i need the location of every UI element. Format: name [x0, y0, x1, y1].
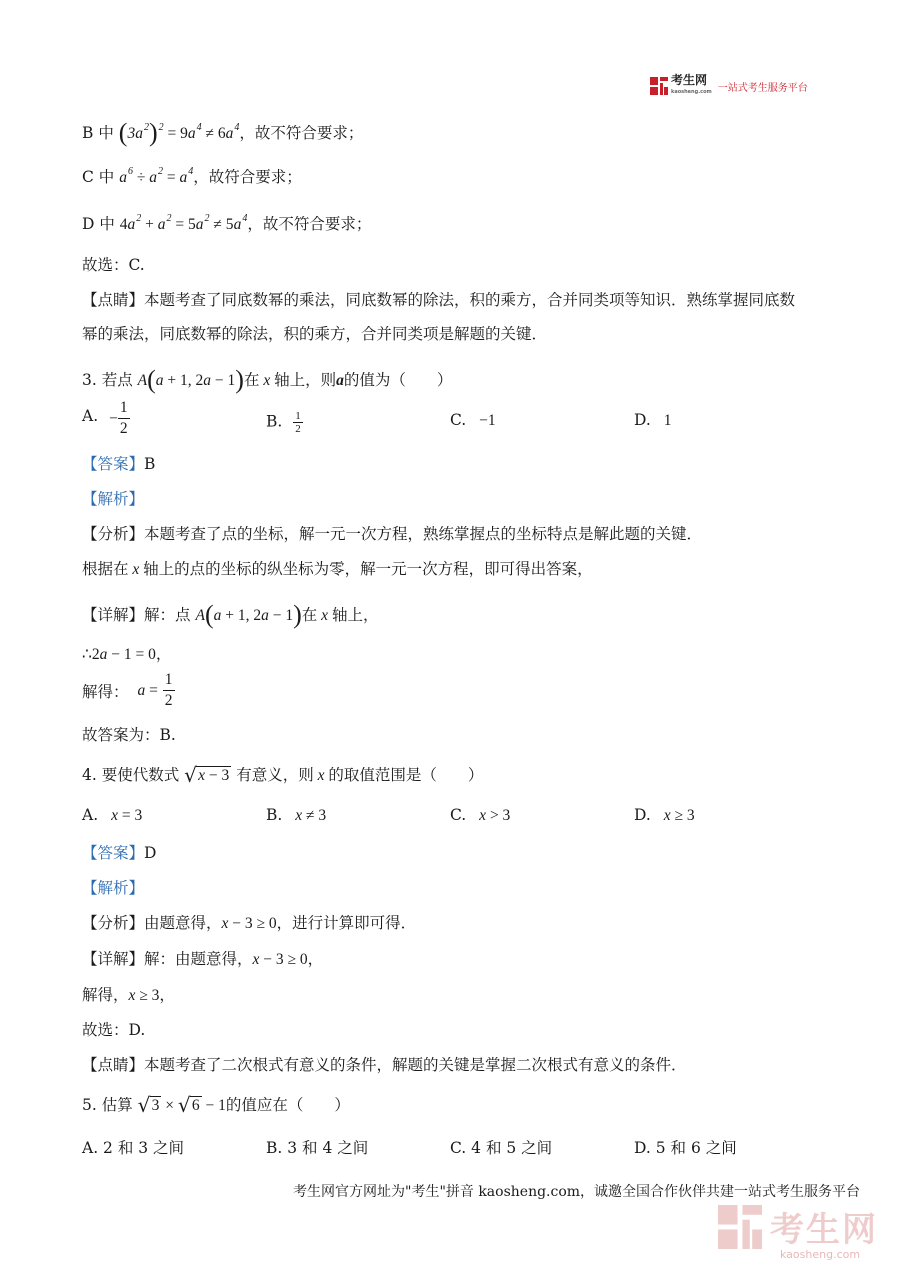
q3-option-b — [266, 410, 303, 435]
analysis-tag: 【分析】 — [82, 525, 145, 543]
q3-detail-point: A(a + 1, 2a − 1) — [195, 600, 302, 629]
q4-opt-d-label: D. — [634, 806, 651, 824]
detail-tag: 【详解】 — [82, 606, 145, 624]
q3-jiexi-tag: 【解析】 — [82, 490, 145, 508]
q3-stem-suffix: 的值为（ ） — [343, 371, 453, 389]
q4-comment-text: 本题考查了二次根式有意义的条件，解题的关键是掌握二次根式有意义的条件． — [144, 1056, 687, 1074]
watermark — [718, 1202, 878, 1251]
watermark-logo-icon — [718, 1205, 762, 1249]
watermark-text: 考生网 — [770, 1210, 878, 1250]
q3-final: 故答案为：B. — [82, 726, 176, 744]
q4-option-c: C. x > 3 — [450, 806, 511, 824]
line-option-c — [82, 165, 302, 187]
q3-option-d — [634, 411, 672, 430]
line-option-b — [82, 115, 363, 145]
q4-analysis: 【分析】由题意得，x − 3 ≥ 0，进行计算即可得． — [82, 914, 417, 932]
logo-name: 考生网 — [671, 73, 708, 87]
line-b-prefix: B 中 — [82, 124, 114, 142]
q5-option-c: C. 4 和 5 之间 — [450, 1139, 553, 1157]
comment-text-1: 本题考查了同底数幂的乘法，同底数幂的除法，积的乘方，合并同类项等知识．熟练掌握同底数 — [144, 291, 796, 309]
answer-tag: 【答案】 — [82, 844, 145, 862]
q4-option-b: B. x ≠ 3 — [266, 806, 327, 824]
line-c-suffix: ，故符合要求； — [193, 168, 302, 186]
q3-detail-suffix: 轴上， — [331, 606, 379, 624]
q5-stem — [82, 1093, 350, 1115]
q4-answer-value: D — [144, 844, 157, 862]
q5-stem-suffix: 的值应在（ ） — [225, 1096, 350, 1114]
q3-option-c — [450, 411, 496, 430]
formula-c: $a^6 \div a^2 = a^4$ — [119, 166, 194, 186]
kaosheng-logo-icon — [650, 77, 668, 95]
analysis-tag: 【分析】 — [82, 914, 145, 932]
line-d-prefix: D 中 — [82, 215, 115, 233]
answer-tag: 【答案】 — [82, 455, 145, 473]
q4-detail: 【详解】解：由题意得，x − 3 ≥ 0， — [82, 950, 324, 968]
q4-analysis-prefix: 由题意得， — [144, 914, 222, 932]
q4-stem-mid: 有意义，则 — [236, 766, 314, 784]
q3-opt-c-label: C. — [450, 411, 467, 429]
q4-comment — [82, 1053, 687, 1075]
line-b-suffix: ，故不符合要求； — [239, 124, 364, 142]
q4-opt-c-label: C. — [450, 806, 467, 824]
q3-option-a: A. − $\frac{1}{2}$ — [82, 399, 128, 437]
q2-choose: 故选：C. — [82, 256, 145, 274]
q3-detail-mid: 在 — [301, 606, 318, 624]
q3-solution-fraction: $\frac{1}{2}$ — [164, 671, 173, 709]
q4-detail-prefix: 解：由题意得， — [144, 950, 253, 968]
q3-detail-prefix: 解：点 — [144, 606, 191, 624]
q4-option-a: A. x = 3 — [82, 806, 143, 824]
line-c-prefix: C 中 — [82, 168, 115, 186]
site-logo — [650, 74, 808, 98]
q5-option-b: B. 3 和 4 之间 — [266, 1139, 369, 1157]
logo-slogan: 一站式考生服务平台 — [717, 82, 808, 94]
q3-stem-mid2: 轴上，则 — [274, 371, 337, 389]
q3-solution: 解得： a = $\frac{1}{2}$ — [82, 671, 173, 709]
q3-solve-label: 解得： — [82, 682, 129, 701]
therefore-symbol: ∴ — [82, 645, 92, 663]
q3-therefore: ∴2a − 1 = 0， — [82, 645, 172, 663]
q3-basis-suffix: 轴上的点的坐标的纵坐标为零，解一元一次方程，即可得出答案， — [143, 560, 593, 578]
q3-opt-d-value: 1 — [663, 412, 672, 429]
q3-opt-a-label: A. — [82, 406, 99, 425]
q3-basis: 根据在 x 轴上的点的坐标的纵坐标为零，解一元一次方程，即可得出答案， — [82, 560, 593, 578]
q3-point: A(a + 1, 2a − 1) — [137, 365, 244, 394]
q5-option-a: A. 2 和 3 之间 — [82, 1139, 185, 1157]
footer-text: 考生网官方网址为"考生"拼音 kaosheng.com，诚邀全国合作伙伴共建一站式考生服务平台 — [293, 1184, 861, 1200]
q4-sqrt-expression: √ x − 3 — [184, 763, 230, 787]
q4-stem-prefix: 4. 要使代数式 — [82, 766, 180, 784]
q3-opt-c-value: −1 — [479, 412, 496, 429]
q4-solve-prefix: 解得， — [82, 986, 129, 1004]
q3-opt-a-fraction: $\frac{1}{2}$ — [119, 399, 128, 437]
q3-opt-b-label: B. — [266, 412, 283, 431]
logo-domain: kaosheng.com — [671, 89, 712, 95]
q4-stem-suffix: 的取值范围是（ ） — [328, 766, 484, 784]
q3-equation: 2a − 1 = 0 — [91, 646, 156, 663]
q3-analysis — [82, 522, 702, 544]
q3-answer-value: B — [144, 455, 156, 473]
q3-analysis-text: 本题考查了点的坐标，解一元一次方程，熟练掌握点的坐标特点是解此题的关键． — [144, 525, 703, 543]
q4-choose: 故选：D. — [82, 1021, 146, 1039]
q4-solve: 解得，x ≥ 3， — [82, 986, 175, 1004]
q4-opt-a-label: A. — [82, 806, 99, 824]
q4-opt-b-label: B. — [266, 806, 283, 824]
q3-stem-mid1: 在 — [243, 371, 260, 389]
q4-analysis-suffix: ，进行计算即可得． — [276, 914, 417, 932]
q3-answer — [82, 452, 155, 474]
comment-tag: 【点睛】 — [82, 1056, 145, 1074]
q3-stem — [82, 362, 452, 392]
formula-d: $4a^2 + a^2 = 5a^2 \ne 5a^4$ — [119, 213, 248, 233]
q3-stem-prefix: 3. 若点 — [82, 371, 133, 389]
watermark-domain: kaosheng.com — [780, 1248, 861, 1261]
q4-option-d: D. x ≥ 3 — [634, 806, 695, 824]
q2-comment-line-1 — [82, 288, 795, 310]
q4-jiexi-tag: 【解析】 — [82, 879, 145, 897]
q3-x-var: x — [259, 372, 275, 389]
line-option-d — [82, 212, 371, 234]
q2-comment-line-2: 幂的乘法，同底数幂的除法，积的乘方，合并同类项是解题的关键． — [82, 325, 548, 343]
q4-answer — [82, 841, 156, 863]
comment-tag: 【点睛】 — [82, 291, 145, 309]
formula-b: $(3a^2)^2 = 9a^4 \ne 6a^4$ — [118, 118, 240, 147]
q5-expression: √ 3 × √ 6 − 1 — [137, 1093, 226, 1117]
q3-detail: 【详解】解：点 A(a + 1, 2a − 1)在 x 轴上， — [82, 600, 379, 629]
detail-tag: 【详解】 — [82, 950, 145, 968]
line-d-suffix: ，故不符合要求； — [247, 215, 372, 233]
q4-stem: 4. 要使代数式 √ x − 3 有意义，则 x 的取值范围是（ ） — [82, 763, 484, 787]
q3-basis-prefix: 根据在 — [82, 560, 129, 578]
q5-option-d: D. 5 和 6 之间 — [634, 1139, 737, 1157]
q3-opt-d-label: D. — [634, 411, 651, 429]
q3-opt-b-fraction: $\frac{1}{2}$ — [295, 410, 301, 435]
q3-a-var: a — [336, 372, 344, 389]
q5-stem-prefix: 5. 估算 — [82, 1096, 133, 1114]
